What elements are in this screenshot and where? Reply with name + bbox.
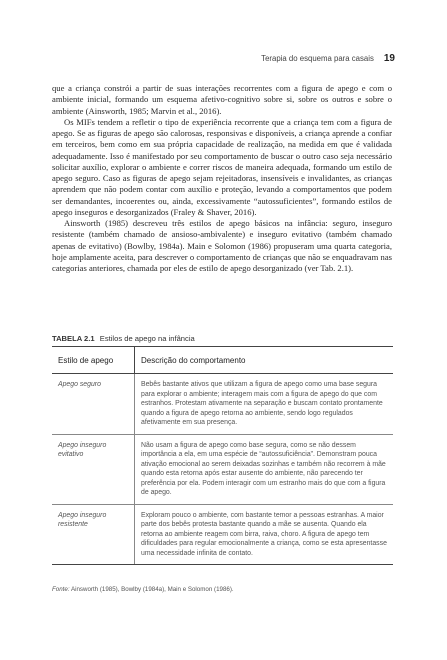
- table-row: [52, 434, 393, 504]
- paragraph: Ainsworth (1985) descreveu três estilos de apego básicos na infância: seguro, inseguro resistente (também chamado de ansioso-ambivalente) e inseguro evitativo (também chamado apenas de evitativo) (Bowlby, 1984a). Main e Solomon (1986) propuseram uma quarta categoria, hoje amplamente aceita, para descrever o comportamento de crianças que não se enquadravam nas categorias anteriores, chamada por eles de estilo de apego desorganizado (ver Tab. 2.1).: [52, 218, 392, 273]
- running-title: Terapia do esquema para casais: [261, 54, 374, 63]
- table-row: [52, 504, 393, 565]
- table-label: TABELA 2.1: [52, 334, 95, 343]
- description-cell: Bebês bastante ativos que utilizam a figura de apego como uma base segura para explorar o ambiente; interagem mais com a figura de apego do que com estranhos. Protestam ativamente na separação e buscam contato prontamente quando a figura de apego retorna ao ambiente, sendo logo regulados afetivamente em sua presença.: [135, 374, 394, 435]
- style-cell: Apego inseguro resistente: [52, 504, 135, 565]
- paragraph: Os MIFs tendem a refletir o tipo de experiência recorrente que a criança tem com a figura de apego. Se as figuras de apego são calorosas, responsivas e disponíveis, a criança aprende a confiar em terceiros, bem como em sua própria capacidade de realização, na medida em que é validada adequadamente. Isso é manifestado por seu comportamento de buscar o outro caso seja necessário solicitar auxílio, explorar o ambiente e correr riscos de maneira adequada, formando um estilo de apego seguro. Caso as figuras de apego sejam rejeitadoras, insensíveis e invalidantes, as crianças aprendem que não podem contar com auxílio e proteção, levando a comportamentos que podem ser demandantes, incoerentes ou, ainda, excessivamente “autossuficientes”, formando estilos de apego inseguros e desorganizados (Fraley & Shaver, 2016).: [52, 116, 392, 217]
- style-cell: Apego inseguro evitativo: [52, 434, 135, 504]
- attachment-styles-table: [52, 346, 393, 565]
- description-cell: Exploram pouco o ambiente, com bastante temor a pessoas estranhas. A maior parte dos bebês protesta bastante quando a mãe se ausenta. Quando ela retorna ao ambiente reagem com birra, raiva, choro. A figura de apego tem dificuldades para regular emocionalmente a criança, como se esta apresentasse uma necessidade infinita de contato.: [135, 504, 394, 565]
- table-title: Estilos de apego na infância: [99, 334, 195, 343]
- body-text: [52, 83, 392, 274]
- style-cell: Apego seguro: [52, 374, 135, 435]
- header-descricao: Descrição do comportamento: [135, 347, 394, 374]
- table-source: [52, 586, 234, 593]
- description-cell: Não usam a figura de apego como base segura, como se não dessem importância a ela, em uma espécie de “autossuficiência”. Demonstram pouca ativação emocional ao serem deixadas sozinhas e também não recorrem à mãe quando esta retorna após estar ausente do ambiente, não parecendo ter preferência por ela. Podem interagir com um estranho mais do que com a figura de apego.: [135, 434, 394, 504]
- paragraph: que a criança constrói a partir de suas interações recorrentes com a figura de apego e com o ambiente inicial, formando um esquema afetivo-cognitivo sobre si, sobre os outros e sobre o ambiente (Ainsworth, 1985; Marvin et al., 2016).: [52, 83, 392, 116]
- running-header: [261, 53, 395, 64]
- header-estilo: Estilo de apego: [52, 347, 135, 374]
- source-label: Fonte:: [52, 586, 70, 593]
- page-number: 19: [383, 53, 395, 64]
- table-row: [52, 374, 393, 435]
- source-text: Ainsworth (1985), Bowlby (1984a), Main e Solomon (1986).: [70, 586, 234, 593]
- table-header-row: [52, 347, 393, 374]
- table-caption: [52, 334, 195, 343]
